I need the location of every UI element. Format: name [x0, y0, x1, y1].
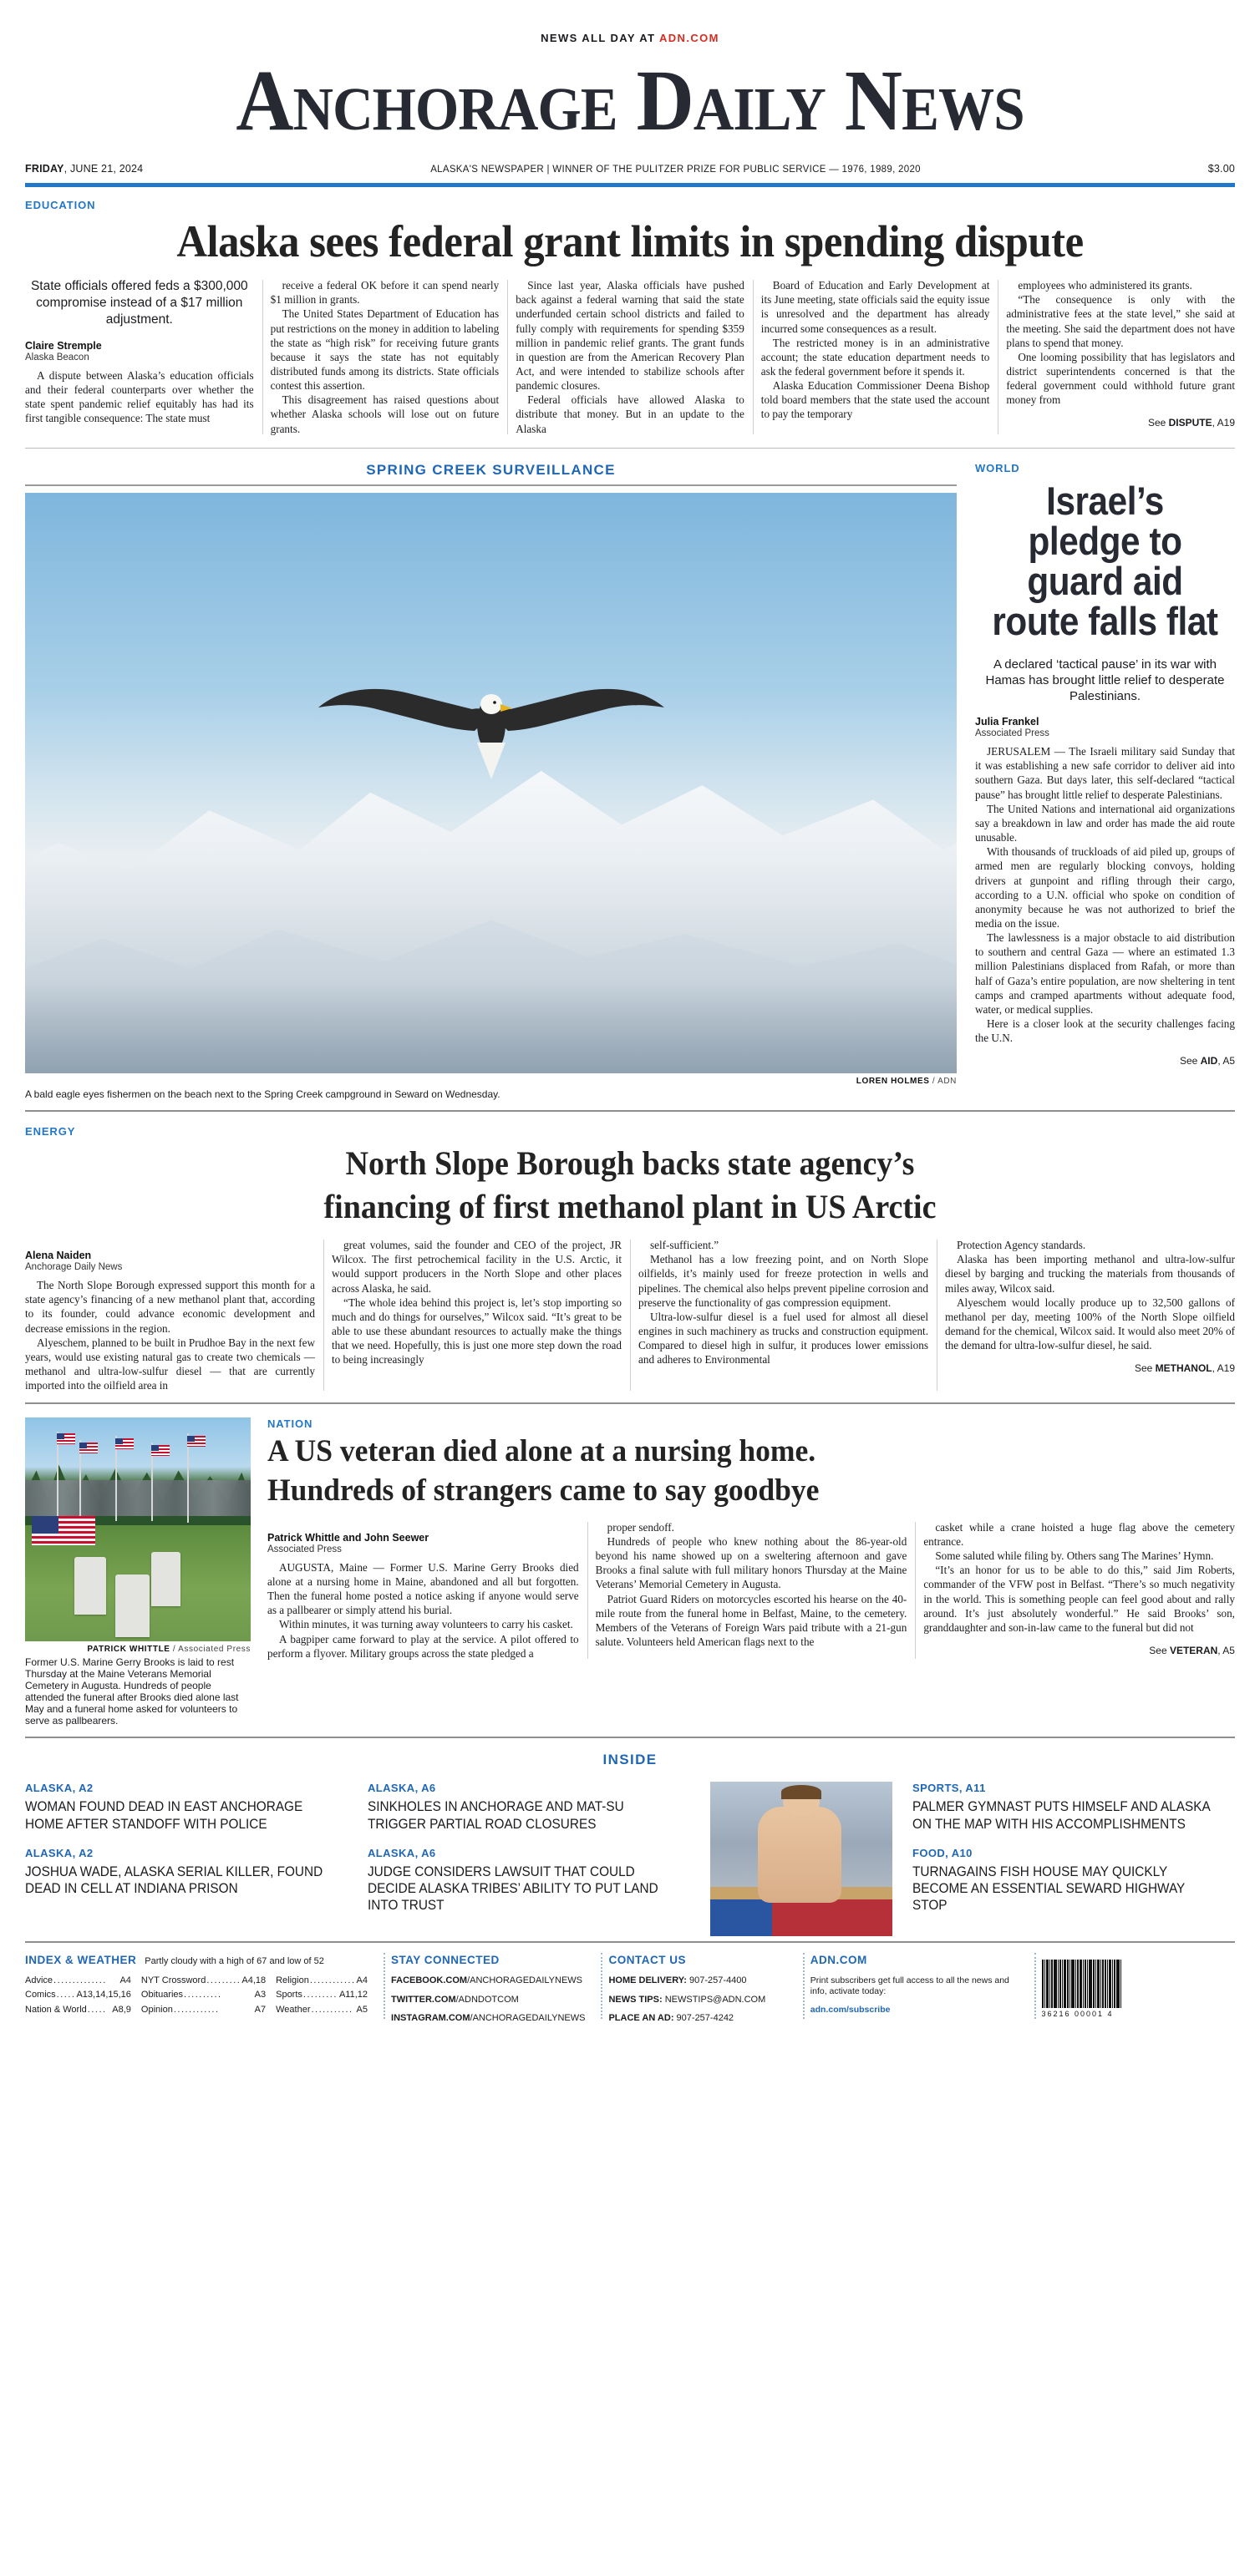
adn-title: ADN.COM — [810, 1954, 867, 1967]
lead-column-3 — [516, 278, 744, 436]
nation-headline-line2[interactable]: Hundreds of strangers came to say goodbye — [267, 1473, 820, 1509]
world-byline-org: Associated Press — [975, 728, 1049, 739]
nation-paragraph: “It’s an honor for us to be able to do this,” said Jim Roberts, commander of the VFW post in Belfast. “There’s so much negativity in the world. This is something people can feel good about and rally around. It’s just absolutely wonderful.” He said Brooks’ son, granddaughter and son-in-law came to the funeral but did not — [923, 1564, 1235, 1634]
index-weather-block — [25, 1953, 376, 2024]
photo-credit-name: PATRICK WHITTLE — [87, 1645, 170, 1655]
jump-slug: DISPUTE — [1168, 417, 1212, 429]
inside-photo-column — [710, 1782, 892, 1936]
energy-paragraph: Protection Agency standards. — [957, 1239, 1086, 1252]
leader-dots: .............. — [53, 1975, 107, 1986]
inside-item[interactable] — [25, 1782, 348, 1832]
inside-item[interactable] — [25, 1847, 348, 1897]
leader-dots: ............ — [309, 1975, 356, 1986]
blue-backdrop — [710, 1899, 772, 1936]
index-name: Obituaries — [140, 1990, 184, 2000]
inside-item-headline: WOMAN FOUND DEAD IN EAST ANCHORAGE HOME AFTER STANDOFF WITH POLICE — [25, 1799, 303, 1832]
lead-story — [25, 187, 1235, 436]
lead-columns — [25, 278, 1235, 436]
energy-paragraph: Methanol has a low freezing point, and on North Slope oilfields, it’s mainly used for freeze protection in wells and pipelines. The chemical also helps prevent pipeline corrosion and preserve the functionality of gas compression equipment. — [638, 1253, 928, 1309]
world-jumpline[interactable] — [975, 1055, 1235, 1067]
social-domain: INSTAGRAM.COM — [391, 2012, 470, 2023]
index-page: A4 — [119, 1975, 131, 1986]
index-name: Comics — [25, 1990, 56, 2000]
nation-column-3 — [923, 1520, 1235, 1661]
flagpole — [187, 1433, 189, 1523]
lead-paragraph: The United States Department of Education has put restrictions on the money in addition to labeling the state as “high risk” for receiving future grants because it says the state has not equitably distributed funds among its districts. State officials contest this assertion. — [270, 307, 500, 393]
nation-photo-caption: Former U.S. Marine Gerry Brooks is laid to rest Thursday at the Maine Veterans Memorial Cemetery in Augusta. Hundreds of people attended the funeral after Brooks died alone last May and a funeral home asked for volunteers to serve as pallbearers. — [25, 1656, 239, 1727]
weather-forecast: Partly cloudy with a high of 67 and low of 52 — [145, 1956, 324, 1967]
energy-column-3 — [638, 1238, 928, 1392]
nation-photo-credit — [25, 1645, 251, 1654]
inside-item-headline: JOSHUA WADE, ALASKA SERIAL KILLER, FOUND DEAD IN CELL AT INDIANA PRISON — [25, 1864, 323, 1896]
world-paragraph: With thousands of truckloads of aid piled up, groups of armed men are regularly blocking convoys, holding drivers at gunpoint and rifling through their cargo, according to a U.N. official who spoke on condition of anonymity because he was not authorized to brief the media on the issue. — [975, 845, 1235, 930]
masthead-info-row — [25, 145, 1235, 175]
photo-caption: A bald eagle eyes fishermen on the beach next to the Spring Creek campground in Seward on Wednesday. — [25, 1088, 500, 1100]
nation-byline: Patrick Whittle and John Seewer — [267, 1531, 429, 1544]
jump-page: , A5 — [1217, 1645, 1235, 1657]
energy-byline: Alena Naiden — [25, 1250, 92, 1262]
inside-column-4 — [912, 1782, 1235, 1936]
nation-paragraph: Some saluted while filing by. Others sang The Marines’ Hymn. — [935, 1549, 1214, 1563]
inside-grid — [25, 1782, 1235, 1936]
index-name: Nation & World — [25, 2004, 87, 2015]
index-row[interactable] — [25, 2003, 131, 2017]
eagle-photograph — [25, 493, 957, 1073]
inside-item-headline: JUDGE CONSIDERS LAWSUIT THAT COULD DECIDE ALASKA TRIBES’ ABILITY TO PUT LAND INTO TRUST — [368, 1864, 658, 1913]
inside-item[interactable] — [368, 1847, 690, 1914]
gymnast-hair — [781, 1785, 821, 1799]
leader-dots: ......... — [206, 1975, 241, 1986]
lead-column-2 — [271, 278, 500, 436]
energy-column-2 — [332, 1238, 622, 1392]
lead-paragraph: A dispute between Alaska’s education officials and their federal counterparts over whether the state spent pandemic relief equitably has had its first tangible consequence: The state must — [25, 368, 254, 425]
lead-byline: Claire Stremple — [25, 339, 102, 352]
index-name: Religion — [276, 1975, 309, 1986]
energy-paragraph: “The whole idea behind this project is, let’s stop importing so much and do things for ourselves,” Wilcox said. “It’s great to be able to use these abundant resources to actually make the things that we need. Hopefully, this is just one more step down the road to being increasingly — [332, 1296, 622, 1367]
energy-paragraph: Ultra-low-sulfur diesel is a fuel used for almost all diesel engines in such machinery as trucks and construction equipment. Compared to diesel high in sulfur, it produces lower emissions and adheres to Environmental — [638, 1310, 928, 1367]
index-name: NYT Crossword — [140, 1975, 206, 1986]
world-kicker[interactable]: WORLD — [975, 461, 1020, 474]
leader-dots: ......... — [302, 1990, 338, 2000]
page-footer — [25, 1953, 1235, 2046]
index-title: INDEX & WEATHER — [25, 1954, 137, 1967]
photo-credit-name: LOREN HOLMES — [856, 1076, 930, 1086]
publication-date — [25, 163, 143, 175]
photo-credit — [25, 1077, 957, 1086]
inside-item-headline: PALMER GYMNAST PUTS HIMSELF AND ALASKA ON THE MAP WITH HIS ACCOMPLISHMENTS — [912, 1799, 1210, 1832]
photo-and-world-section — [25, 462, 1235, 1100]
lead-paragraph: This disagreement has raised questions about whether Alaska schools will lose out on future grants. — [270, 393, 500, 435]
index-name: Opinion — [140, 2004, 173, 2015]
index-page: A7 — [254, 2004, 267, 2015]
lead-paragraph: One looming possibility that has legislators and district superintendents concerned is that the federal government could withhold future grant money from — [1006, 350, 1235, 407]
index-row[interactable] — [276, 1988, 368, 2002]
energy-headline-line1[interactable]: North Slope Borough backs state agency’s — [345, 1143, 915, 1182]
american-flag-icon — [57, 1433, 75, 1444]
inside-item-section: ALASKA, A6 — [368, 1782, 436, 1795]
bald-eagle-icon — [312, 662, 671, 788]
energy-paragraph: Alyeschem, planned to be built in Prudhoe Bay in the next few years, would use existing natural gas to create two chemicals — methanol and ultra-low-sulfur diesel — that are currently imported into the oilfield area in — [25, 1336, 315, 1392]
inside-item[interactable] — [368, 1782, 690, 1832]
leader-dots: .......... — [184, 1990, 222, 2000]
index-page: A13,14,15,16 — [76, 1990, 131, 2000]
energy-column-1 — [25, 1238, 315, 1392]
jump-slug: VETERAN — [1169, 1645, 1218, 1657]
feature-photo-block — [25, 462, 957, 1100]
index-row[interactable] — [25, 1974, 131, 1988]
nation-column-1 — [267, 1520, 579, 1661]
jump-page: , A19 — [1212, 417, 1235, 429]
contact-news-tips[interactable] — [608, 1995, 786, 2006]
world-byline: Julia Frankel — [975, 716, 1039, 728]
index-name: Sports — [276, 1990, 302, 2000]
index-row[interactable] — [276, 2003, 368, 2017]
lead-byline-org: Alaska Beacon — [25, 352, 89, 363]
inside-item[interactable] — [912, 1847, 1235, 1914]
nation-paragraph: Within minutes, it was turning away volunteers to carry his casket. — [279, 1618, 573, 1631]
american-flag-icon — [187, 1436, 206, 1447]
index-row[interactable] — [25, 1988, 131, 2002]
nation-paragraph: proper sendoff. — [607, 1520, 674, 1534]
leader-dots: ........... — [311, 2004, 353, 2015]
index-name: Weather — [276, 2004, 311, 2015]
energy-paragraph: Alaska has been importing methanol and ultra-low-sulfur diesel by barging and trucking the materials from thousands of miles away, Wilcox said. — [945, 1253, 1235, 1295]
stay-connected-title: STAY CONNECTED — [391, 1954, 500, 1967]
leader-dots: ..... — [56, 1990, 76, 2000]
inside-column-1 — [25, 1782, 348, 1936]
nation-kicker[interactable]: NATION — [267, 1417, 313, 1431]
energy-jumpline[interactable] — [945, 1362, 1235, 1374]
social-domain: FACEBOOK.COM — [391, 1975, 468, 1986]
headstone — [151, 1552, 180, 1605]
section-divider — [25, 448, 1235, 449]
flag-draped-casket — [32, 1516, 95, 1545]
index-listing — [25, 1974, 368, 2016]
lead-paragraph: Since last year, Alaska officials have pushed back against a federal warning that said the state underfunded certain school districts and failed to fully comply with requirements for spending $359 million in pandemic relief grants. The grant funds in question are from the American Recovery Plan Act, and were intended to stabilize schools after pandemic closures. — [516, 279, 744, 393]
jump-slug: METHANOL — [1155, 1362, 1212, 1375]
nation-paragraph: casket while a crane hoisted a huge flag above the cemetery entrance. — [923, 1520, 1235, 1548]
inside-item-section: SPORTS, A11 — [912, 1782, 986, 1795]
index-row[interactable] — [141, 2003, 266, 2017]
leader-dots: ............ — [173, 2004, 220, 2015]
contact-value: 907-257-4242 — [676, 2012, 734, 2023]
nation-headline-line1[interactable]: A US veteran died alone at a nursing home. — [267, 1434, 816, 1469]
adn-subscribe-text: Print subscribers get full access to all the news and info, activate today: — [810, 1975, 1009, 1997]
contact-value: 907-257-4400 — [689, 1975, 747, 1986]
jump-see-label: See — [1179, 1055, 1201, 1067]
world-headline[interactable]: Israel’s pledge to guard aid route falls flat — [992, 478, 1218, 643]
adn-subscribe-block — [810, 1953, 1027, 2024]
adn-site-link[interactable]: ADN.COM — [658, 32, 719, 44]
energy-kicker[interactable]: ENERGY — [25, 1124, 76, 1138]
social-domain: TWITTER.COM — [391, 1994, 456, 2005]
american-flag-icon — [79, 1443, 98, 1453]
cemetery-photo-block — [25, 1417, 251, 1727]
index-page: A5 — [356, 2004, 368, 2015]
photo-label: SPRING CREEK SURVEILLANCE — [366, 461, 616, 478]
barcode-icon — [1042, 1960, 1227, 2008]
inside-column-2 — [368, 1782, 690, 1936]
contact-us-title: CONTACT US — [608, 1954, 686, 1967]
gymnast-photograph — [710, 1782, 892, 1936]
nation-paragraph: A bagpiper came forward to play at the service. A pilot offered to perform a flyover. Military groups across the state pledged a — [267, 1632, 579, 1660]
contact-home-delivery[interactable] — [608, 1975, 786, 1986]
energy-story — [25, 1125, 1235, 1393]
jump-see-label: See — [1149, 1645, 1170, 1657]
index-page: A8,9 — [112, 2004, 131, 2015]
inside-item-section: ALASKA, A2 — [25, 1782, 94, 1795]
tagline-text: NEWS ALL DAY AT — [541, 32, 659, 44]
site-tagline — [25, 0, 1235, 44]
lead-column-1 — [25, 278, 254, 436]
social-handle: /ANCHORAGEDAILYNEWS — [467, 1975, 583, 1986]
index-row[interactable] — [276, 1974, 368, 1988]
lead-paragraph: receive a federal OK before it can spend nearly $1 million in grants. — [270, 279, 500, 307]
barcode-block — [1042, 1953, 1235, 2024]
contact-value: NEWSTIPS@ADN.COM — [664, 1994, 766, 2005]
world-deck: A declared ‘tactical pause’ in its war with Hamas has brought little relief to desperate Palestinians. — [985, 657, 1225, 703]
lead-paragraph: “The consequence is only with the administrative fees at the state level,” she said at the meeting. She said the department does not have plans to spend that money. — [1006, 293, 1235, 349]
section-divider — [25, 1737, 1235, 1738]
nation-jumpline[interactable] — [923, 1645, 1235, 1656]
headstone — [74, 1557, 106, 1615]
inside-item[interactable] — [912, 1782, 1235, 1832]
lead-headline[interactable]: Alaska sees federal grant limits in spending dispute — [176, 216, 1084, 266]
american-flag-icon — [115, 1438, 134, 1449]
inside-item-section: ALASKA, A2 — [25, 1846, 94, 1859]
world-paragraph: Here is a closer look at the security challenges facing the U.N. — [975, 1017, 1235, 1045]
world-paragraph: JERUSALEM — The Israeli military said Sunday that it was establishing a new safe corridor to deliver aid into southern Gaza. But days later, this self-declared “tactical pause” has brought little relief to desperate Palestinians. — [975, 745, 1235, 801]
inside-item-headline: SINKHOLES IN ANCHORAGE AND MAT-SU TRIGGER PARTIAL ROAD CLOSURES — [368, 1799, 624, 1832]
ridge-shadow — [25, 981, 957, 1073]
nation-story — [25, 1417, 1235, 1727]
stay-connected-block — [391, 1953, 593, 2024]
cemetery-photograph — [25, 1417, 251, 1641]
nation-paragraph: Hundreds of people who knew nothing about the 86-year-old beyond his name showed up on a sweltering afternoon and gave Brooks a final salute with full military honors Thursday at the Maine Veterans’ Memorial Cemetery in Augusta. — [595, 1534, 907, 1591]
leader-dots: ..... — [87, 2004, 107, 2015]
nation-column-2 — [596, 1520, 907, 1661]
social-link-facebook[interactable] — [391, 1975, 585, 1986]
crowd-of-mourners — [25, 1480, 251, 1516]
index-page: A11,12 — [338, 1990, 368, 2000]
index-name: Advice — [25, 1975, 53, 1986]
lead-column-4 — [761, 278, 990, 436]
index-page: A4 — [356, 1975, 368, 1986]
photo-credit-org: / ADN — [929, 1076, 957, 1086]
contact-label: NEWS TIPS: — [608, 1994, 665, 2005]
american-flag-icon — [151, 1445, 170, 1456]
footer-divider — [25, 1941, 1235, 1943]
masthead-slogan: ALASKA'S NEWSPAPER | WINNER OF THE PULITZER PRIZE FOR PUBLIC SERVICE — 1976, 1989, 2020 — [430, 165, 921, 175]
jump-see-label: See — [1147, 417, 1169, 429]
world-story — [975, 462, 1235, 1100]
nation-text-block — [267, 1417, 1235, 1727]
section-divider — [25, 1110, 1235, 1112]
adn-subscribe-link[interactable]: adn.com/subscribe — [810, 2004, 891, 2015]
inside-item-section: ALASKA, A6 — [368, 1846, 436, 1859]
jump-see-label: See — [1134, 1362, 1156, 1375]
barcode-number: 36216 00001 4 — [1041, 2010, 1114, 2019]
jump-page: , A19 — [1212, 1362, 1235, 1375]
gymnast-torso — [758, 1807, 841, 1903]
lead-kicker[interactable]: EDUCATION — [25, 199, 96, 211]
energy-paragraph: self-sufficient.” — [650, 1239, 719, 1252]
energy-byline-org: Anchorage Daily News — [25, 1262, 123, 1273]
energy-paragraph: Alyeschem would locally produce up to 32,500 gallons of methanol per day, meeting 100% of the North Slope oilfield demand for the chemical, Wilcox said. It would also meet 20% of the demand for ultra-low-sulfur diesel, he said. — [945, 1296, 1235, 1352]
world-paragraph: The United Nations and international aid organizations say a breakdown in law and order has made the aid route unusable. — [975, 802, 1235, 844]
social-link-twitter[interactable] — [391, 1995, 585, 2006]
masthead-title: Anchorage Daily News — [236, 53, 1024, 149]
section-divider — [25, 1402, 1235, 1404]
world-paragraph: The lawlessness is a major obstacle to aid distribution to southern and central Gaza — where an estimated 1.3 million Palestinians displaced from Rafah, or more than half of Gaza’s entire population, are now sheltering in tent camps and cramped apartments without adequate food, water, or medical supplies. — [975, 931, 1235, 1016]
energy-paragraph: The North Slope Borough expressed support this month for a state agency’s financing of a new methanol plant that, according to its founder, could advance economic development and decrease emissions in the region. — [25, 1279, 315, 1335]
nation-paragraph: Patriot Guard Riders on motorcycles escorted his hearse on the 40-mile route from the funeral home in Belfast, Maine, to the cemetery. Members of the Veterans of Foreign Wars paid tribute with a 21-gun salute. Volunteers held American flags next to the — [595, 1592, 907, 1649]
inside-item-section: FOOD, A10 — [912, 1846, 973, 1859]
publication-day: FRIDAY — [25, 163, 64, 175]
index-page: A4,18 — [241, 1975, 267, 1986]
flagpole — [57, 1432, 58, 1521]
headstone — [115, 1575, 150, 1637]
photo-credit-org: / Associated Press — [170, 1645, 251, 1655]
contact-label: HOME DELIVERY: — [608, 1975, 690, 1986]
social-handle: /ANCHORAGEDAILYNEWS — [470, 2012, 586, 2023]
lead-paragraph: Alaska Education Commissioner Deena Bishop told board members that the state used the account to pay the temporary — [760, 379, 990, 421]
publication-date-text: , JUNE 21, 2024 — [64, 163, 144, 175]
lead-deck: State officials offered feds a $300,000 compromise instead of a $17 million adjustment. — [30, 279, 248, 327]
nation-byline-org: Associated Press — [267, 1544, 342, 1554]
index-page: A3 — [254, 1990, 267, 2000]
jump-slug: AID — [1200, 1055, 1218, 1067]
inside-item-headline: TURNAGAINS FISH HOUSE MAY QUICKLY BECOME AN ESSENTIAL SEWARD HIGHWAY STOP — [912, 1864, 1186, 1913]
photo-label-rule — [25, 484, 957, 486]
contact-label: PLACE AN AD: — [608, 2012, 677, 2023]
social-handle: /ADNDOTCOM — [455, 1994, 519, 2005]
index-row[interactable] — [141, 1974, 266, 1988]
lead-paragraph: Federal officials have allowed Alaska to distribute that money. But in an update to the Alaska — [516, 393, 744, 435]
lead-paragraph: The restricted money is in an administrative account; the state education department needs to ask the federal government before it spends it. — [760, 336, 990, 378]
energy-column-4 — [945, 1238, 1235, 1392]
lead-paragraph: employees who administered its grants. — [1018, 279, 1192, 292]
energy-columns — [25, 1238, 1235, 1392]
index-row[interactable] — [141, 1988, 266, 2002]
nation-columns — [267, 1520, 1235, 1661]
newsstand-price: $3.00 — [1207, 163, 1235, 175]
contact-us-block — [608, 1953, 795, 2024]
jump-page: , A5 — [1217, 1055, 1235, 1067]
social-link-instagram[interactable] — [391, 2013, 585, 2024]
energy-paragraph: great volumes, said the founder and CEO of the project, JR Wilcox. The first petrochemical facility in the U.S. Arctic, it would support producers in the North Slope and other places across Alaska, he said. — [332, 1239, 622, 1295]
lead-paragraph: Board of Education and Early Development at its June meeting, state officials said the equity issue is unresolved and the department has already incurred some consequences as a result. — [760, 279, 990, 335]
inside-section-title: INSIDE — [602, 1752, 658, 1768]
contact-place-an-ad[interactable] — [608, 2013, 786, 2024]
nation-paragraph: AUGUSTA, Maine — Former U.S. Marine Gerry Brooks died alone at a nursing home in Maine, abandoned and all but forgotten. Then the funeral home posted a notice asking if anyone would serve as a pallbearer or simply attend his burial. — [267, 1560, 579, 1617]
lead-column-5 — [1006, 278, 1235, 436]
energy-headline-line2[interactable]: financing of first methanol plant in US Arctic — [323, 1187, 937, 1225]
lead-jumpline[interactable] — [1006, 417, 1235, 428]
